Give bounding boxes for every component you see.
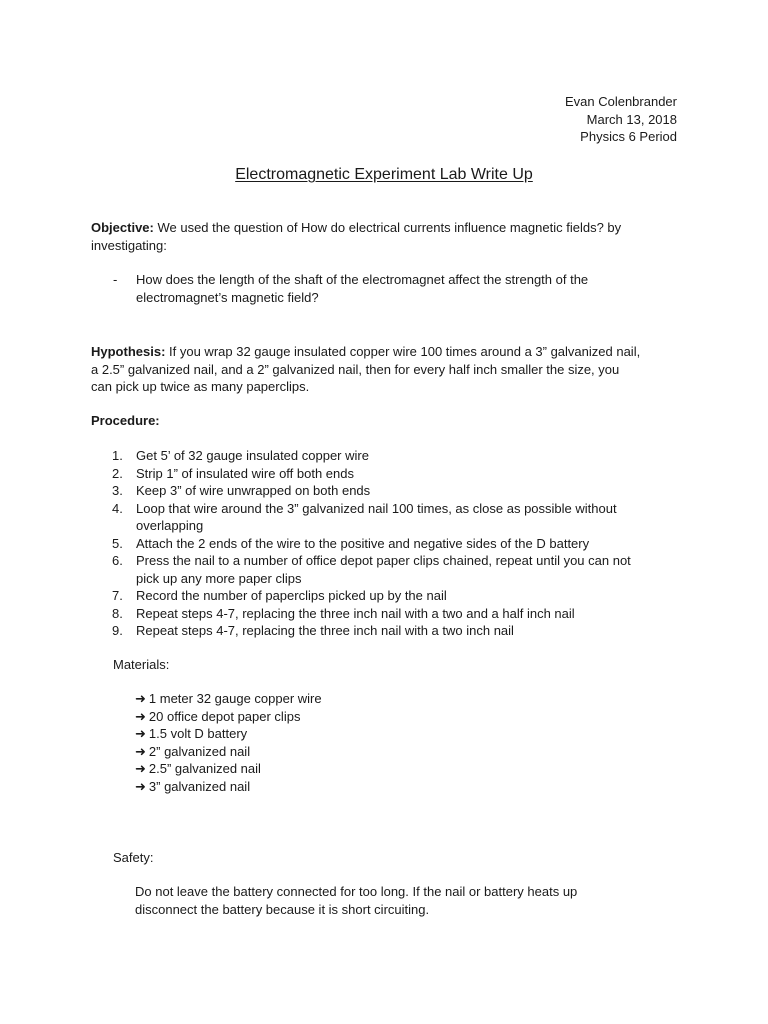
materials-list — [135, 690, 675, 795]
step-text-line1: Press the nail to a number of office depot paper clips chained, repeat until you can not — [136, 553, 631, 568]
step-number: 7. — [112, 588, 123, 603]
step-text-line1: Repeat steps 4-7, replacing the three inch nail with a two and a half inch nail — [136, 605, 575, 621]
step-text-line2: pick up any more paper clips — [136, 570, 302, 586]
procedure-steps-list — [91, 447, 681, 640]
step-number: 8. — [112, 605, 123, 621]
hypothesis-text-line2: a 2.5” galvanized nail, and a 2” galvanized nail, then for every half inch smaller the size, you — [91, 361, 620, 377]
step-number: 1. — [112, 448, 123, 463]
materials-label: Materials: — [113, 657, 170, 672]
arrow-bullet-icon: ➜ — [135, 691, 146, 706]
procedure-step — [91, 535, 681, 553]
material-text: 20 office depot paper clips — [148, 708, 301, 724]
material-text: 2” galvanized nail — [148, 743, 251, 759]
procedure-step — [91, 465, 681, 483]
step-number: 4. — [112, 500, 123, 516]
procedure-label: Procedure: — [91, 413, 160, 428]
list-item — [91, 271, 681, 306]
safety-line2: disconnect the battery because it is short circuiting. — [135, 901, 430, 917]
step-number: 2. — [112, 465, 123, 481]
material-item — [135, 743, 675, 761]
objective-text-line2: investigating: — [91, 237, 167, 253]
objective-text-line1: We used the question of How do electrical currents influence magnetic fields? by — [153, 220, 622, 235]
material-text: 3” galvanized nail — [148, 778, 251, 794]
bullet-line1: How does the length of the shaft of the electromagnet affect the strength of the — [136, 272, 589, 287]
arrow-bullet-icon: ➜ — [135, 726, 146, 741]
document-title: Electromagnetic Experiment Lab Write Up — [235, 166, 533, 183]
author-name: Evan Colenbrander — [564, 94, 677, 109]
material-item — [135, 760, 675, 778]
procedure-step — [91, 605, 681, 623]
arrow-bullet-icon: ➜ — [135, 708, 146, 724]
material-text: 2.5” galvanized nail — [148, 761, 261, 776]
hypothesis-text-line1: If you wrap 32 gauge insulated copper wire 100 times around a 3” galvanized nail, — [165, 344, 641, 359]
procedure-step — [91, 447, 681, 465]
step-text-line1: Attach the 2 ends of the wire to the positive and negative sides of the D battery — [136, 535, 590, 551]
material-item — [135, 690, 675, 708]
arrow-bullet-icon: ➜ — [135, 761, 146, 776]
objective-bullet-list — [91, 271, 681, 306]
step-number: 9. — [112, 623, 123, 638]
procedure-step — [91, 500, 681, 535]
step-number: 3. — [112, 483, 123, 498]
hypothesis-paragraph — [91, 343, 681, 396]
objective-paragraph — [91, 219, 681, 254]
safety-line1: Do not leave the battery connected for too long. If the nail or battery heats up — [135, 884, 578, 899]
safety-paragraph — [135, 883, 695, 918]
material-text: 1.5 volt D battery — [148, 726, 248, 741]
bullet-line2: electromagnet’s magnetic field? — [136, 289, 319, 305]
procedure-step — [91, 552, 681, 587]
step-text-line1: Loop that wire around the 3” galvanized nail 100 times, as close as possible without — [136, 500, 617, 516]
procedure-step — [91, 482, 681, 500]
step-number: 6. — [112, 553, 123, 568]
author-header — [565, 93, 677, 146]
hypothesis-label: Hypothesis: — [91, 344, 166, 359]
step-text-line1: Record the number of paperclips picked up by the nail — [136, 588, 447, 603]
arrow-bullet-icon: ➜ — [135, 743, 146, 759]
material-text: 1 meter 32 gauge copper wire — [148, 691, 322, 706]
step-text-line2: overlapping — [136, 518, 204, 533]
step-text-line1: Repeat steps 4-7, replacing the three inch nail with a two inch nail — [136, 623, 514, 638]
safety-label: Safety: — [113, 850, 154, 865]
material-item — [135, 725, 675, 743]
hypothesis-text-line3: can pick up twice as many paperclips. — [91, 379, 310, 394]
step-number: 5. — [112, 535, 123, 551]
report-date: March 13, 2018 — [586, 111, 677, 127]
class-period: Physics 6 Period — [580, 129, 677, 144]
step-text-line1: Get 5’ of 32 gauge insulated copper wire — [136, 448, 369, 463]
objective-label: Objective: — [91, 220, 154, 235]
procedure-step — [91, 587, 681, 605]
procedure-step — [91, 622, 681, 640]
arrow-bullet-icon: ➜ — [135, 778, 146, 794]
material-item — [135, 778, 675, 796]
dash-bullet: - — [113, 272, 118, 287]
step-text-line1: Strip 1” of insulated wire off both ends — [136, 465, 354, 481]
step-text-line1: Keep 3” of wire unwrapped on both ends — [136, 483, 371, 498]
material-item — [135, 708, 675, 726]
